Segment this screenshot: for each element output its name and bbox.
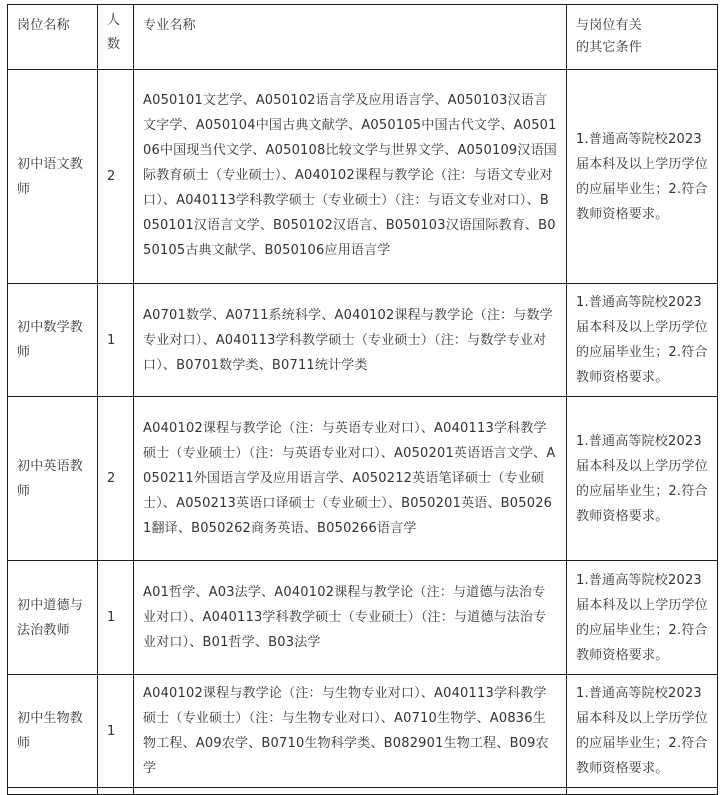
header-count-line2: 数	[107, 37, 121, 52]
position-cell: 初中英语教师	[8, 397, 98, 561]
header-other-line2: 的其它条件	[576, 40, 643, 55]
count-cell: 1	[98, 675, 134, 788]
majors-cell: A040102课程与教学论（注：与生物专业对口）、A040113学科教学硕士（专业硕士）（注：与生物专业对口）、A0710生物学、A0836生物工程、A09农学、B0710生物科学类、B082901生物工程、B09农学	[134, 675, 567, 788]
header-other-conditions	[567, 5, 718, 70]
majors-cell: A0701数学、A0711系统科学、A040102课程与教学论（注：与数学专业对口）、A040113学科教学硕士（专业硕士）（注：与数学专业对口）、B0701数学类、B0711统计学类	[134, 284, 567, 397]
conditions-cell: 1.普通高等院校2023届本科及以上学历学位的应届毕业生；2.符合教师资格要求。	[567, 284, 718, 397]
partial-cell	[98, 788, 134, 795]
count-cell: 1	[98, 561, 134, 675]
table-row-partial	[8, 788, 718, 795]
partial-cell	[8, 788, 98, 795]
table-row	[8, 70, 718, 284]
conditions-cell: 1.普通高等院校2023届本科及以上学历学位的应届毕业生；2.符合教师资格要求。	[567, 397, 718, 561]
table-row	[8, 397, 718, 561]
position-cell: 初中道德与法治教师	[8, 561, 98, 675]
table-row	[8, 561, 718, 675]
table-row	[8, 284, 718, 397]
majors-cell: A050101文艺学、A050102语言学及应用语言学、A050103汉语言文字学、A050104中国古典文献学、A050105中国古代文学、A050106中国现当代文学、A050108比较文学与世界文学、A050109汉语国际教育硕士（专业硕士）、A040102课程与教学论（注：与语文专业对口）、A040113学科教学硕士（专业硕士）（注：与语文专业对口）、B050101汉语言文学、B050102汉语言、B050103汉语国际教育、B050105古典文献学、B050106应用语言学	[134, 70, 567, 284]
conditions-cell: 1.普通高等院校2023届本科及以上学历学位的应届毕业生；2.符合教师资格要求。	[567, 70, 718, 284]
conditions-cell: 1.普通高等院校2023届本科及以上学历学位的应届毕业生；2.符合教师资格要求。	[567, 561, 718, 675]
recruitment-table	[7, 4, 718, 795]
partial-cell	[134, 788, 567, 795]
position-cell: 初中语文教师	[8, 70, 98, 284]
count-cell: 1	[98, 284, 134, 397]
partial-cell	[567, 788, 718, 795]
position-cell: 初中生物教师	[8, 675, 98, 788]
header-count-line1: 人	[107, 13, 121, 28]
count-cell: 2	[98, 70, 134, 284]
header-count	[98, 5, 134, 70]
majors-cell: A040102课程与教学论（注：与英语专业对口）、A040113学科教学硕士（专业硕士）（注：与英语专业对口）、A050201英语语言文学、A050211外国语言学及应用语言学、A050212英语笔译硕士（专业硕士）、A050213英语口译硕士（专业硕士）、B050201英语、B050261翻译、B050262商务英语、B050266语言学	[134, 397, 567, 561]
count-cell: 2	[98, 397, 134, 561]
majors-cell: A01哲学、A03法学、A040102课程与教学论（注：与道德与法治专业对口）、A040113学科教学硕士（专业硕士）（注：与道德与法治专业对口）、B01哲学、B03法学	[134, 561, 567, 675]
table-header-row	[8, 5, 718, 70]
header-major-name: 专业名称	[134, 5, 567, 70]
position-cell: 初中数学教师	[8, 284, 98, 397]
header-position-name: 岗位名称	[8, 5, 98, 70]
conditions-cell: 1.普通高等院校2023届本科及以上学历学位的应届毕业生；2.符合教师资格要求。	[567, 675, 718, 788]
table-row	[8, 675, 718, 788]
header-other-line1: 与岗位有关	[576, 18, 643, 33]
